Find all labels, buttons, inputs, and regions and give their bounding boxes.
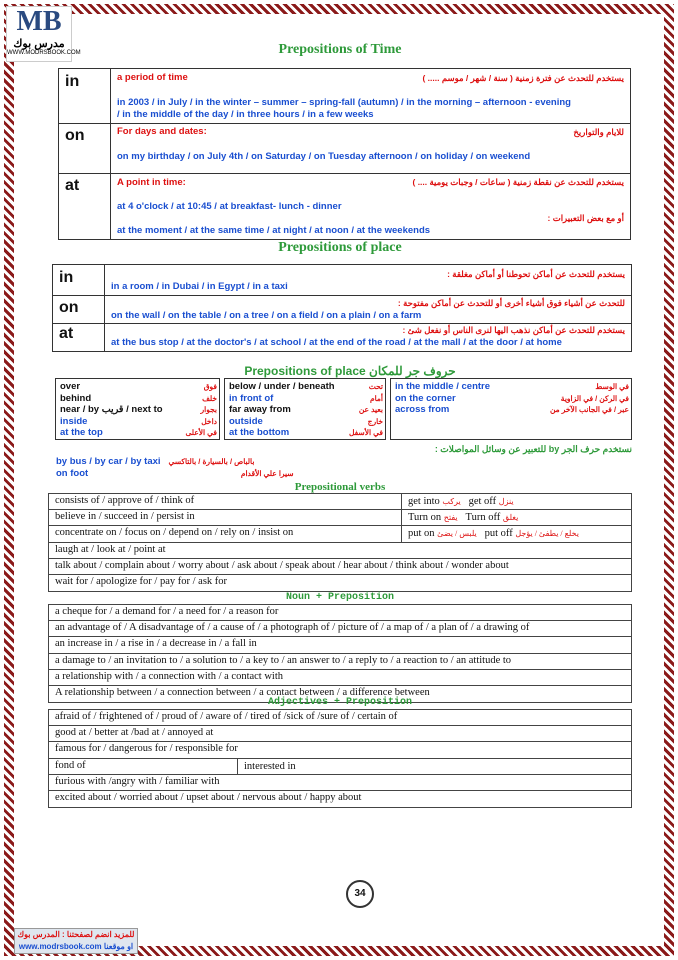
- logo: MB مدرس بوك WWW.MODRSBOOK.COM: [6, 6, 72, 62]
- table-row: concentrate on / focus on / depend on / rely on / insist on put on يلبس / يضئ put off يخلع / يطفئ / يؤجل: [49, 526, 631, 542]
- noun-title: Noun + Preposition: [285, 592, 395, 603]
- place2-col1: over فوق behind خلف near / by قريب / next to بجوار inside داخل at the top في الأعلى: [55, 378, 220, 440]
- adj-title: Adjectives + Preposition: [267, 697, 413, 708]
- place-table: in يستخدم للتحدث عن أماكن تحوطنا أو أماكن مغلقة : in a room / in Dubai / in Egypt / in a taxi on للتحدث عن أشياء فوق أشياء أخرى أو للتحدث عن أماكن مفتوحة : on the wall / on the table / on a tree / on a field / on a plain / on a farm at يستخدم للتحدث عن أماكن نذهب اليها لنرى الناس أو نفعل شئ : at the bus stop / at the doctor's / at school / at the end of the road / at the mall / at the door / at home: [52, 264, 632, 352]
- place2-title: Prepositions of place حروف جر للمكان: [244, 364, 456, 378]
- transport-line1: by bus / by car / by taxi بالباص / بالسيارة / بالتاكسي: [56, 456, 255, 467]
- place-prep-on: on: [59, 299, 79, 316]
- footer-banner: للمزيد انضم لصفحتنا : المدرس بوك www.modrsbook.com او موقعنا: [14, 928, 138, 954]
- table-row: furious with /angry with / familiar with: [49, 775, 631, 791]
- place-prep-at: at: [59, 325, 74, 342]
- transport-note: نستخدم حرف الجر by للتعبير عن وسائل المواصلات :: [434, 444, 632, 454]
- table-row: an increase in / a rise in / a decrease in / a fall in: [49, 637, 631, 653]
- table-row: a damage to / an invitation to / a solution to / a key to / an answer to / a reply to / a reaction to / an attitude to: [49, 654, 631, 670]
- adj-table: [48, 709, 632, 808]
- table-row: laugh at / look at / point at: [49, 543, 631, 559]
- place-prep-in: in: [59, 269, 74, 286]
- table-row: wait for / apologize for / pay for / ask for: [55, 575, 228, 587]
- pverbs-table: [48, 493, 632, 592]
- table-row: a relationship with / a connection with / a contact with: [49, 670, 631, 686]
- table-row: fond of interested in: [49, 759, 631, 775]
- table-row: a cheque for / a demand for / a need for / a reason for: [49, 605, 631, 621]
- table-row: afraid of / frightened of / proud of / aware of / tired of /sick of /sure of / certain of: [49, 710, 631, 726]
- place2-col2: below / under / beneath تحت in front of أمام far away from بعيد عن outside خارج at the bottom في الأسفل: [224, 378, 386, 440]
- table-row: believe in / succeed in / persist in Turn on يفتح Turn off يغلق: [49, 510, 631, 526]
- table-row: consists of / approve of / think of get into يركب get off ينزل: [49, 494, 631, 510]
- time-prep-at: at: [65, 177, 80, 194]
- table-row: good at / better at /bad at / annoyed at: [49, 726, 631, 742]
- transport-line2: on foot سيرا علي الأقدام: [56, 468, 294, 479]
- noun-table: [48, 604, 632, 703]
- time-table: in a period of time يستخدم للتحدث عن فترة زمنية ( سنة / شهر / موسم ..... ) in 2003 / in July / in the winter – summer – spring-fall (autumn) / in the morning – afternoon - evening / in the middle of the day / in three hours / in a few weeks on For days and dates: للايام والتواريخ on my birthday / on July 4th / on Saturday / on Tuesday afternoon / on holiday / on weekend at A point in time: يستخدم للتحدث عن نقطة زمنية ( ساعات / وجبات يومية .... ) أو مع بعض التعبيرات : at 4 o'clock / at 10:45 / at breakfast- lunch - dinner at the moment / at the same time / at night / at noon / at the weekends: [58, 68, 631, 240]
- time-title: Prepositions of Time: [278, 42, 402, 57]
- time-prep-on: on: [65, 127, 85, 144]
- page-number: 34: [346, 880, 374, 908]
- table-row: A relationship between / a connection between / a contact between / a difference between: [55, 686, 430, 698]
- table-row: an advantage of / A disadvantage of / a cause of / a photograph of / picture of / a map of / a plan of / a drawing of: [49, 621, 631, 637]
- place-title: Prepositions of place: [278, 240, 402, 255]
- time-prep-in: in: [65, 73, 80, 90]
- table-row: famous for / dangerous for / responsible for: [49, 742, 631, 758]
- table-row: talk about / complain about / worry about / ask about / speak about / hear about / think about / wonder about: [49, 559, 631, 575]
- table-row: excited about / worried about / upset about / nervous about / happy about: [55, 791, 362, 803]
- pverbs-title: Prepositional verbs: [294, 481, 386, 493]
- place2-col3: in the middle / centre في الوسط on the corner في الركن / في الزاوية across from عبر / في الجانب الآخر من: [390, 378, 632, 440]
